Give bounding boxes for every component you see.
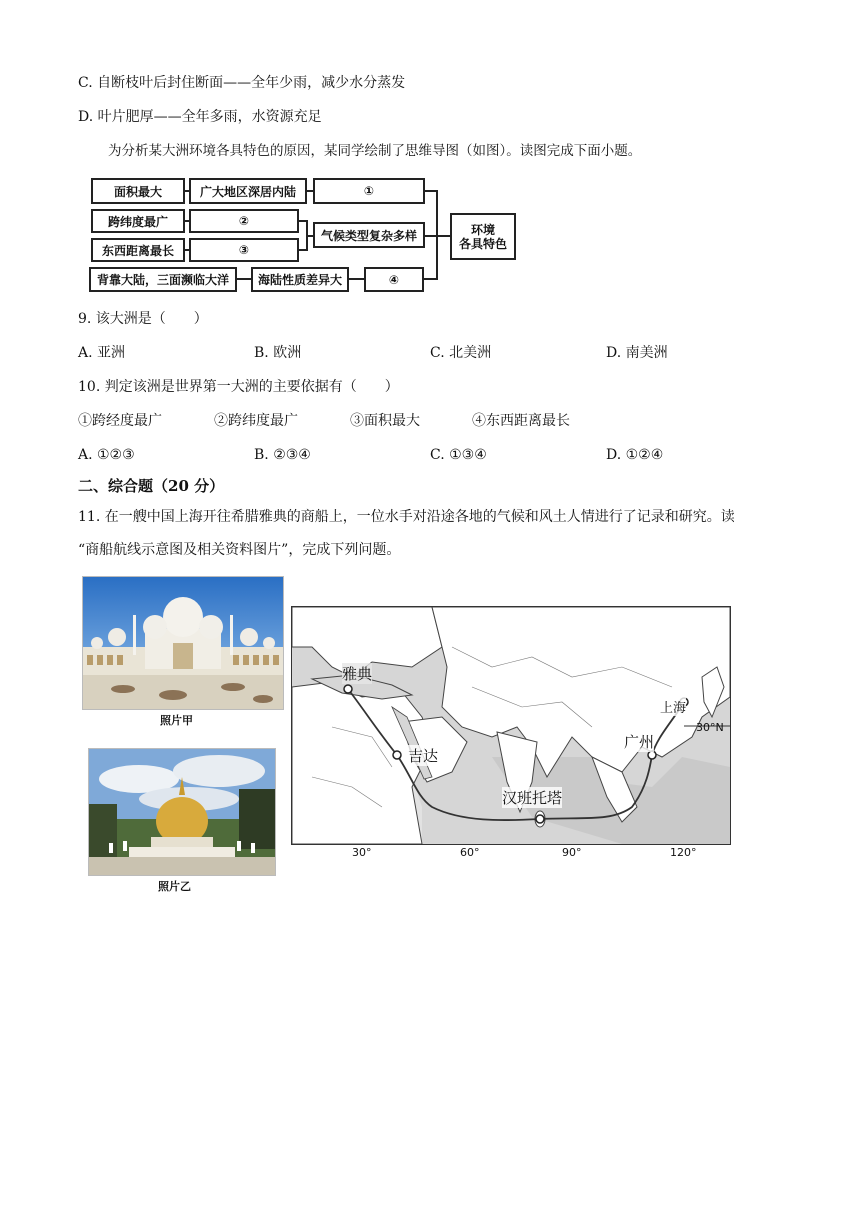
q9-option-a: A. 亚洲 — [78, 345, 126, 361]
mm-latitude-span: 跨纬度最广 — [91, 209, 185, 233]
q11-line-1: 11. 在一艘中国上海开往希腊雅典的商船上，一位水手对沿途各地的气候和风土人情进行了记录和研究。读 — [78, 509, 735, 525]
mm-blank-3: ③ — [189, 238, 299, 262]
city-athens: 雅典 — [342, 665, 373, 683]
q9-option-c: C. 北美洲 — [430, 345, 492, 361]
city-guangzhou: 广州 — [624, 733, 655, 751]
lon-label-30: 30° — [352, 846, 372, 859]
q9-option-b: B. 欧洲 — [254, 345, 302, 361]
q9-option-d: D. 南美洲 — [606, 345, 668, 361]
photo-jia — [82, 576, 284, 710]
photo-jia-caption: 照片甲 — [160, 714, 193, 727]
q10-option-c: C. ①③④ — [430, 447, 487, 463]
mm-blank-2: ② — [189, 209, 299, 233]
q10-item-2: ②跨纬度最广 — [214, 413, 298, 429]
stupa-image — [89, 749, 275, 875]
route-map-svg — [292, 607, 730, 844]
q8-option-c: C. 自断枝叶后封住断面——全年少雨，减少水分蒸发 — [78, 75, 406, 91]
mm-blank-4: ④ — [364, 267, 424, 292]
q8-option-d: D. 叶片肥厚——全年多雨，水资源充足 — [78, 109, 322, 125]
q10-item-3: ③面积最大 — [350, 413, 420, 429]
mosque-image — [83, 577, 283, 709]
mm-surrounded: 背靠大陆，三面濒临大洋 — [89, 267, 237, 292]
q10-item-1: ①跨经度最广 — [78, 413, 162, 429]
q10-stem: 10. 判定该洲是世界第一大洲的主要依据有（ ） — [78, 379, 399, 395]
city-jeddah: 吉达 — [408, 747, 439, 765]
q11-line-2: “商船航线示意图及相关资料图片”，完成下列问题。 — [78, 542, 401, 558]
q10-option-a: A. ①②③ — [78, 447, 135, 463]
mm-inland: 广大地区深居内陆 — [189, 178, 307, 204]
route-map — [291, 606, 731, 845]
photo-yi-caption: 照片乙 — [158, 880, 191, 893]
mm-climate: 气候类型复杂多样 — [313, 222, 425, 248]
lon-label-60: 60° — [460, 846, 480, 859]
q10-option-b: B. ②③④ — [254, 447, 311, 463]
photo-yi — [88, 748, 276, 876]
lon-label-120: 120° — [670, 846, 697, 859]
intro-9-10: 为分析某大洲环境各具特色的原因，某同学绘制了思维导图（如图）。读图完成下面小题。 — [108, 143, 642, 159]
q10-option-d: D. ①②④ — [606, 447, 664, 463]
section-2-title: 二、综合题（20 分） — [78, 477, 225, 495]
lon-label-90: 90° — [562, 846, 582, 859]
city-hambantota: 汉班托塔 — [502, 789, 563, 807]
mm-area-largest: 面积最大 — [91, 178, 185, 204]
mm-east-west: 东西距离最长 — [91, 238, 185, 262]
city-shanghai: 上海 — [660, 697, 686, 716]
q9-stem: 9. 该大洲是（ ） — [78, 311, 208, 327]
mm-blank-1: ① — [313, 178, 425, 204]
q10-item-4: ④东西距离最长 — [472, 413, 570, 429]
mm-result: 环境 各具特色 — [450, 213, 516, 260]
lat-label-30n: 30°N — [696, 721, 724, 734]
mm-land-sea: 海陆性质差异大 — [251, 267, 349, 292]
